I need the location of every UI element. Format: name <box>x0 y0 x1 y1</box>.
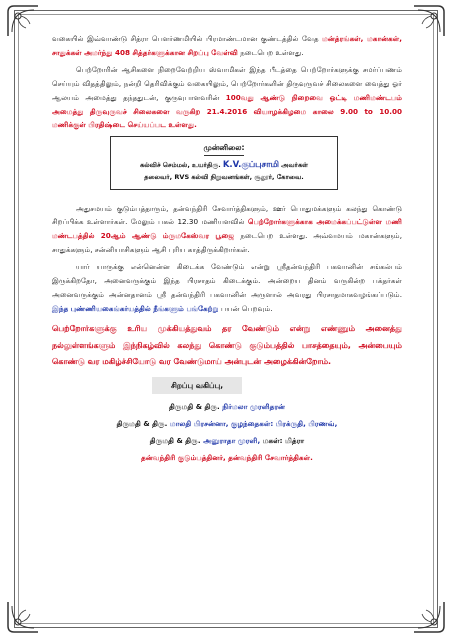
closing-invitation: பெற்றோர்களுக்கு உரிய முக்கியத்துவம் தர வேண்டும் என்று எண்ணும் அனைத்து நல்லுள்ளங்களும் இந்நிகழ்வில் கலந்து கொண்டு குடும்பத்தில் பாசத்தையும், அன்பையும் கொண்டு வர மகிழ்ச்சியோடு வர வேண்டுமாய் அன்புடன் அழைக்கின்றோம். <box>52 324 402 367</box>
signature-line-4: தன்வந்திரி குடும்பத்தினர், தன்வந்திரி சேவார்த்திகள். <box>141 453 313 463</box>
invitation-body <box>52 32 402 466</box>
signature-honorific: திருமதி & திரு. <box>116 419 168 429</box>
signature-block <box>52 398 402 466</box>
presidency-suffix: அவர்கள் <box>281 160 308 169</box>
paragraph-intro <box>52 32 402 59</box>
corner-ornament-icon <box>6 4 40 38</box>
blessing-highlight: இந்த புண்ணியகைங்கர்யத்தில் நீங்களும் பங்கேற்று <box>52 303 219 313</box>
corner-ornament-icon <box>412 600 446 634</box>
blessing-text: யார் யாருக்கு என்னென்ன கிடைக்க வேண்டும் என்று ஸ்ரீதன்வந்திரி பகவானின் சங்கல்பம் இருக்கிறதோ, அனைவருக்கும் இந்த பிரசாதம் கிடைக்கும். அன்றைய தினம் வருகின்ற பக்தர்கள் அனைவருக்கும் அன்னதானம் ஸ்ரீ தன்வந்திரி பகவானின் அருளால் அவரது பிரசாதமாகவழங்கப்படும். <box>52 262 402 299</box>
intro-line-1: வகையில் இவ்வாண்டு சித்ரா பௌர்ணமியில் பிரமாண்டமான குண்டத்தில் வேத <box>52 34 319 43</box>
signature-line-1 <box>52 398 402 415</box>
presidency-line-1 <box>111 159 337 171</box>
signature-name: அனுராதா முரளி, <box>203 436 261 446</box>
intro-line-2: மன்த்ரங்கள், மகான்கள், சாதுக்கள் அமர்ந்து 408 சித்தர்களுக்கான சிறப்பு வேள்வி <box>52 34 402 57</box>
paragraph-blessing <box>52 260 402 315</box>
presidency-title: முன்னிலை: <box>204 141 245 156</box>
signature-honorific: திருமதி & திரு. <box>149 436 201 446</box>
presidency-line-2: தலைவர், RVS கல்வி நிறுவனங்கள், சூலூர், கோவை. <box>144 172 304 181</box>
corner-ornament-icon <box>412 4 446 38</box>
dedication-event-date: 100வது ஆண்டு நிறைவை ஒட்டி மணிமண்டபம் அமைத்து திருவுருவச் சிலைகளை வருகிற 21.4.2016 வியாழக்கிழமை காலை 9.00 to 10.00 மணிக்குள் பிரதிஷ்டை செய்யப்பட உள்ளது. <box>52 92 402 130</box>
signature-line-2 <box>52 415 402 432</box>
program-text-end: நடைபெற உள்ளது. அவ்வமயம் மகான்களும், சாதுக்களும், சன்னியாசிகளும் ஆசி புரிய காத்திருக்கிறார்கள். <box>52 231 403 254</box>
corner-ornament-icon <box>6 600 40 634</box>
program-text: அதுசமயம் குடும்பத்தாரும், தன்வந்திரி சேவார்த்திகளும், ஊர் பொதுமக்களும் கலந்து கொண்டு சிறப்பிக்க உள்ளார்கள். மேலும் பகல் 12.30 மணியளவில் <box>52 203 402 227</box>
intro-line-3: நடைபெற உள்ளது. <box>240 47 304 57</box>
signature-line-3 <box>52 432 402 449</box>
presidency-name: K.V.குப்புசாமி <box>222 159 280 170</box>
presidency-box <box>110 136 338 190</box>
paragraph-program <box>52 202 402 257</box>
paragraph-dedication <box>52 63 402 132</box>
program-highlight: பெற்றோர்களுக்காக அமைக்கப்பட்டுள்ள மணி மண்டபத்தில் 20ஆம் ஆண்டு ம்ருமகேஸ்வர பூஜை <box>52 217 403 241</box>
signature-children: குழந்தைகள்: பிரக்ருதி, பிரணவ், <box>231 419 338 429</box>
presidency-honorific: கல்விச் செம்மல், உயர்திரு. <box>140 160 221 169</box>
blessing-text-end: பயன் பெறவும். <box>218 303 273 313</box>
signature-heading: சிறப்பு வகிப்பு, <box>152 377 242 395</box>
signature-daughter: மகள்: மித்ரா <box>262 436 305 446</box>
signature-honorific: திருமதி & திரு. <box>168 402 220 412</box>
signature-name: மாலதி பிரசன்னா, <box>169 419 229 429</box>
dedication-text: பெற்றோரின் ஆசிகளை நிறைவேற்றிய ஸ்வாமிகள் இந்த பீடத்தை பெற்றோர்களுக்கு சமர்ப்பணம் செய்யும் விதத்திலும், நன்றி தெரிவிக்கும் வகையிலும், பெற்றோர்களின் திருவுருவச் சிலைகளை வைத்து ஓர் ஆலயம் அமைத்து தந்ததுடன், குருவுபாளவரின் <box>52 65 402 102</box>
signature-name: நிர்மலா முரளிதரன் <box>222 402 285 412</box>
